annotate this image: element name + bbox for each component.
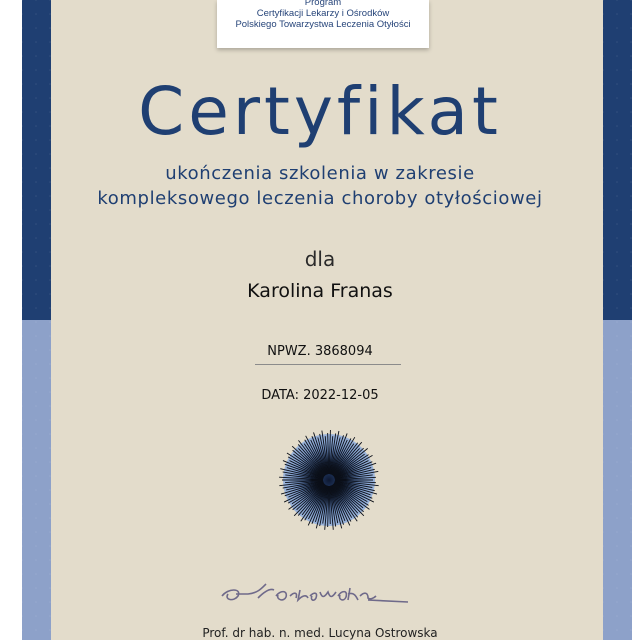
program-header-box bbox=[217, 0, 429, 48]
certificate-title: Certyfikat bbox=[138, 73, 502, 150]
issue-date: DATA: 2022-12-05 bbox=[261, 388, 379, 403]
recipient-name: Karolina Franas bbox=[247, 280, 393, 302]
npwz-number: NPWZ. 3868094 bbox=[267, 344, 373, 359]
header-society-line: Polskiego Towarzystwa Leczenia Otyłości bbox=[235, 19, 411, 30]
signature-image bbox=[218, 578, 418, 612]
starburst-seal-icon bbox=[277, 428, 381, 532]
signer-name: Prof. dr hab. n. med. Lucyna Ostrowska bbox=[202, 626, 438, 640]
npwz-underline bbox=[255, 364, 401, 365]
header-certification-line: Certyfikacji Lekarzy i Ośrodków bbox=[256, 8, 390, 19]
subtitle-line-2: kompleksowego leczenia choroby otyłościowej bbox=[97, 188, 543, 209]
for-label: dla bbox=[304, 247, 336, 271]
subtitle-line-1: ukończenia szkolenia w zakresie bbox=[165, 163, 475, 184]
header-program-line: Program bbox=[304, 0, 342, 8]
